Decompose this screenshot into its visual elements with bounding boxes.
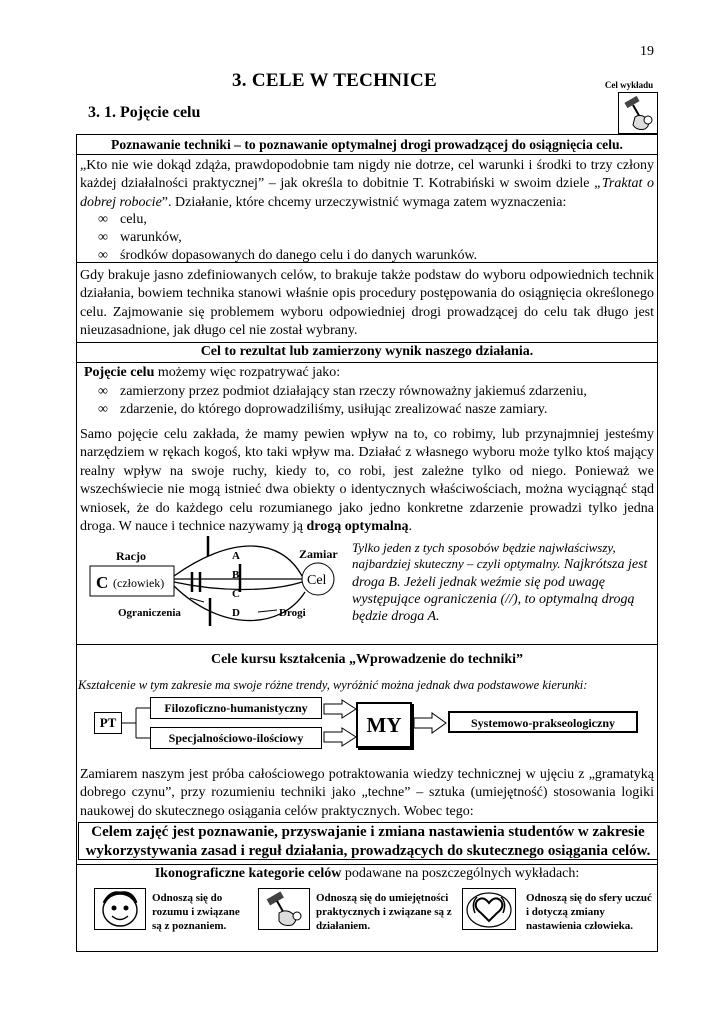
concept-term: Pojęcie celu (84, 365, 155, 380)
list-item-text: środków dopasowanych do danego celu i do danych warunków. (120, 248, 478, 263)
influence-paragraph (80, 426, 654, 536)
icon-caption (76, 866, 658, 882)
list-item-text: celu, (120, 212, 147, 227)
my-box: MY (356, 702, 412, 748)
quote-text: „Kto nie wie dokąd zdąża, prawdopodobnie tam nigdy nie dotrze, cel warunki i środki to trzy człony każdej działalności praktycznej” – jak określa to dobitnie T. Kotrabiński w swoim dziele (80, 158, 654, 192)
specialist-box: Specjalnościowo-ilościowy (150, 727, 322, 749)
arrow-right-icon (324, 728, 356, 746)
course-caption: Cele kursu kształcenia „Wprowadzenie do techniki” (210, 652, 524, 667)
smiley-face-icon (94, 888, 146, 930)
list-item-text: zamierzony przez podmiot działający stan rzeczy równoważny jakiemuś zdarzeniu, (120, 384, 587, 399)
diagram-note-big: Najkrótsza jest droga B. Jeżeli jednak weźmie się pod uwagę występujące ograniczenia (//), to optymalną drogą będzie droga A. (352, 557, 648, 625)
pt-box: PT (94, 712, 122, 734)
path-d-label: D (232, 607, 240, 619)
divider (76, 864, 658, 865)
infinity-icon: ∞ (98, 402, 108, 417)
philosophical-box: Filozoficzno-humanistyczny (150, 697, 322, 719)
objective-label: Cel wykładu (604, 80, 654, 90)
optimal-path-term: drogą optymalną (306, 519, 409, 535)
list-item-text: warunków, (120, 230, 182, 245)
divider (76, 154, 658, 155)
diagram-note-small: Tylko jeden z tych sposobów będzie najwłaściwszy, najbardziej skuteczny – czyli optymalny. (352, 540, 616, 572)
list-item (98, 383, 587, 401)
paths-label: Drogi (279, 607, 306, 619)
list-item (98, 401, 547, 419)
quote-text-end: ”. Działanie, które chcemy urzeczywistnić wymaga zatem wyznaczenia: (161, 194, 567, 210)
paths-pointer (258, 610, 277, 612)
systemic-box: Systemowo-prakseologiczny (448, 711, 638, 733)
reason-label: Racjo (116, 549, 146, 563)
heart-icon (462, 888, 516, 930)
person-word: (człowiek) (113, 576, 165, 590)
infinity-icon: ∞ (98, 248, 108, 263)
concept-lead-text: możemy więc rozpatrywać jako: (154, 365, 341, 380)
course-intro: Kształcenie w tym zakresie ma swoje różne trendy, wyróżnić można jednak dwa podstawowe kierunki: (78, 678, 588, 692)
path-b-label: B (232, 569, 240, 581)
diagram-note (352, 540, 652, 625)
person-c-label: C (96, 573, 109, 592)
path-c-label: C (232, 588, 240, 600)
hand-hammer-icon (618, 92, 658, 134)
list-item (98, 229, 182, 247)
header-caption: Poznawanie techniki – to poznawanie optymalnej drogi prowadzącej do osiągnięcia celu. (111, 137, 623, 152)
period: . (408, 519, 413, 535)
divider (76, 342, 658, 343)
concept-lead (84, 364, 658, 382)
infinity-icon: ∞ (98, 230, 108, 245)
definition-caption: Cel to rezultat lub zamierzony wynik naszego działania. (200, 344, 534, 359)
page-number: 19 (640, 44, 654, 59)
book-title: „Traktat o dobrej robocie (80, 176, 654, 210)
constraints-label: Ograniczenia (118, 607, 181, 619)
list-item-text: zdarzenie, do którego doprowadziliśmy, usiłując zrealizować nasze zamiary. (120, 402, 548, 417)
path-a-label: A (232, 550, 240, 562)
quote-paragraph (80, 157, 654, 212)
chapter-title: 3. CELE W TECHNICE (232, 70, 437, 91)
arrow-right-icon (414, 713, 446, 733)
category-skills: Odnoszą się do umiejętności praktycznych i związane są z działaniem. (316, 892, 452, 932)
divider (76, 644, 658, 645)
list-item (98, 211, 147, 229)
icon-caption-rest: podawane na poszczególnych wykładach: (341, 866, 580, 881)
category-reason: Odnoszą się do rozumu i związane są z poznaniem. (152, 892, 240, 932)
section-title: 3. 1. Pojęcie celu (88, 104, 201, 121)
aim-paragraph: Zamiarem naszym jest próba całościowego potraktowania wiedzy technicznej w ujęciu z „gramatyką dobrego czynu”, przy rozumieniu techniki jako „techne” – sztuka (umiejętność) stosowania logiki naukowej do skutecznego osiągania celów praktycznych. Wobec tego: (80, 767, 654, 819)
arrow-right-icon (324, 700, 356, 718)
list-item (98, 247, 477, 265)
hand-hammer-icon (258, 888, 310, 930)
goal-label: Cel (307, 573, 327, 588)
path-diagram (80, 536, 352, 642)
icon-caption-bold: Ikonograficzne kategorie celów (154, 866, 342, 881)
goal-statement: Celem zajęć jest poznawanie, przyswajanie i zmiana nastawienia studentów w zakresie wykorzystywania zasad i reguł działania, prowadzących do skutecznego osiągania celów. (78, 822, 658, 860)
lack-paragraph: Gdy brakuje jasno zdefiniowanych celów, to brakuje także podstaw do wyboru odpowiednich technik działania, bowiem technika stanowi właśnie opis procedury postępowania do osiągnięcia określonego celu. Zajmowanie się problemem wyboru odpowiedniej drogi prowadzącej do celu tak długo jest nieuzasadnione, jak długo cel nie został wybrany. (80, 268, 654, 339)
divider (76, 362, 658, 363)
infinity-icon: ∞ (98, 212, 108, 227)
infinity-icon: ∞ (98, 384, 108, 399)
influence-text: Samo pojęcie celu zakłada, że mamy pewien wpływ na to, co robimy, lub przynajmniej jesteśmy narzędziem w rękach kogoś, kto taki wpływ ma. Działać z własnego wyboru może tylko ktoś mający realny wpływ na swoje ruchy, kiedy to, co robi, jest zależne tylko od niego. Ponieważ we wszechświecie nie mogą istnieć dwa obiekty o identycznych właściwościach, można wyciągnąć stąd wniosek, że do każdego celu rozumianego jako jedno konkretne zdarzenie prowadzi tylko jedna droga. W nauce i technice nazywamy ją (80, 427, 654, 535)
intent-label: Zamiar (299, 547, 338, 561)
category-emotions: Odnoszą się do sfery uczuć i dotyczą zmiany nastawienia człowieka. (526, 892, 652, 932)
